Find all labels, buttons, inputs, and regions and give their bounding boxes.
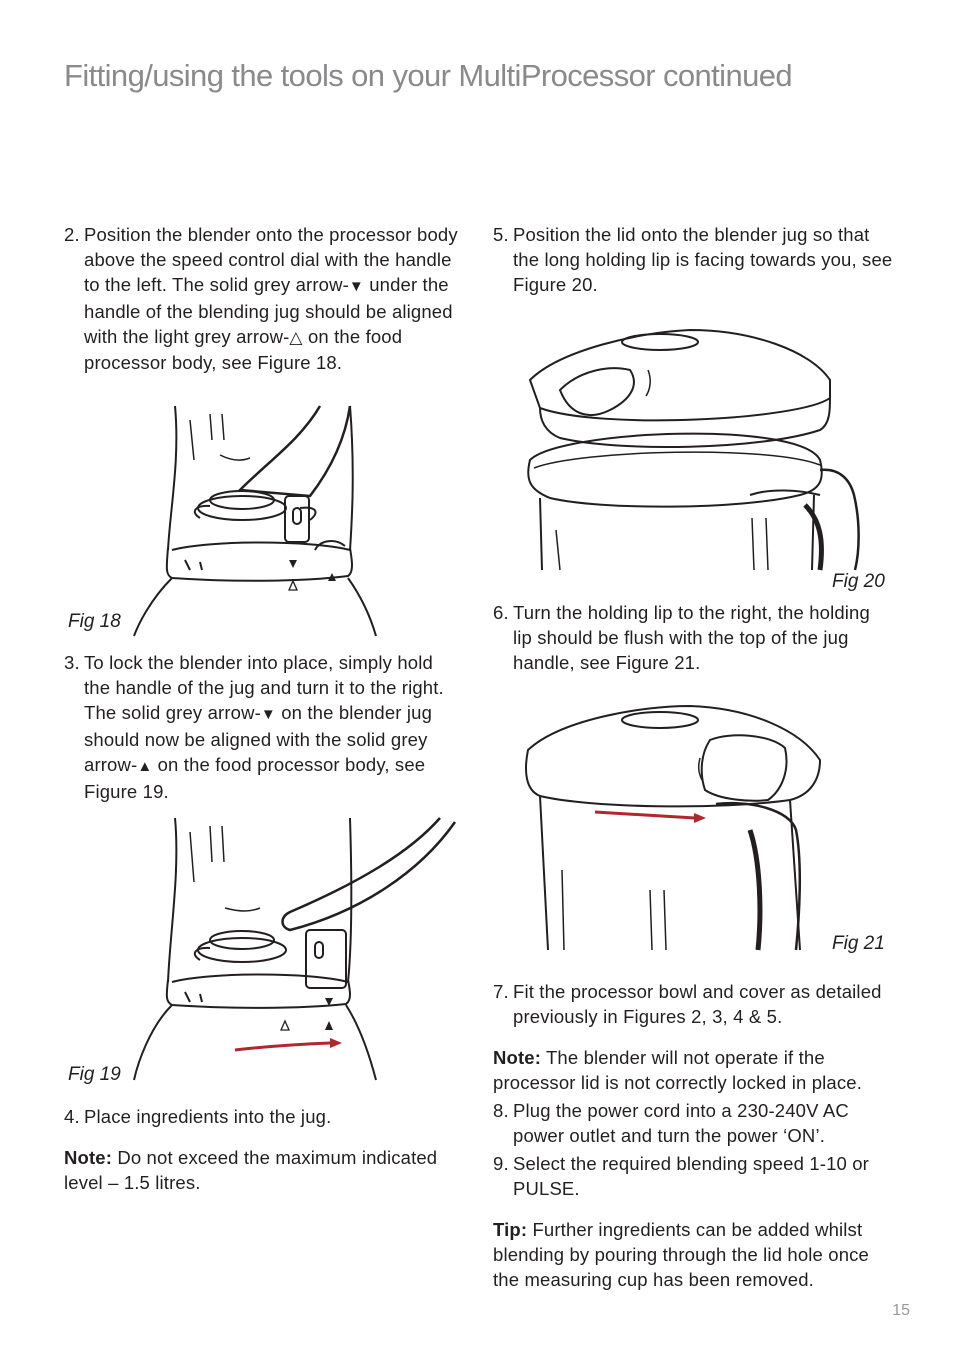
page-title: Fitting/using the tools on your MultiProcessor continued (64, 58, 793, 93)
step-9: 9. Select the required blending speed 1-10 or PULSE. (493, 1153, 869, 1199)
blender-locked-illustration (130, 812, 470, 1087)
step-6: 6. Turn the holding lip to the right, the holding lip should be flush with the top of the jug handle, see Figure 21. (493, 602, 870, 673)
rotation-arrow (235, 1038, 342, 1050)
fig-18-caption: Fig 18 (68, 611, 121, 632)
outline-arrow-up-icon: △ (289, 328, 303, 347)
step-3-block (64, 650, 464, 804)
lid-positioning-illustration (520, 320, 865, 575)
step-number: 3. (64, 652, 80, 673)
figure-18 (130, 400, 430, 640)
step-7-block (493, 979, 898, 1292)
left-column (64, 222, 464, 375)
solid-arrow-up-icon (325, 1021, 333, 1030)
page-number: 15 (892, 1302, 910, 1319)
figure-21 (520, 700, 830, 955)
solid-arrow-down-icon: ▼ (348, 278, 364, 295)
outline-arrow-up-icon (281, 1021, 289, 1030)
step-number: 2. (64, 224, 80, 245)
step-number: 5. (493, 224, 509, 245)
step-5-block (493, 222, 893, 297)
figure-19 (130, 812, 470, 1087)
solid-arrow-down-icon: ▼ (260, 706, 276, 723)
step-7: 7. Fit the processor bowl and cover as detailed previously in Figures 2, 3, 4 & 5. (493, 981, 882, 1027)
step-5: 5. Position the lid onto the blender jug so that the long holding lip is facing towards you, see Figure 20. (493, 224, 893, 295)
note-right: Note: The blender will not operate if the processor lid is not correctly locked in place. (493, 1047, 862, 1093)
rotation-arrow (595, 812, 706, 823)
step-number: 8. (493, 1100, 509, 1121)
step-3: 3. To lock the blender into place, simply hold the handle of the jug and turn it to the right. The solid grey arrow-▼ on the blender jug should now be aligned with the solid grey arrow-▲ on the food processor body, see Figure 19. (64, 652, 444, 802)
step-4-block (64, 1104, 464, 1195)
solid-arrow-down-icon (289, 560, 297, 568)
fig-21-caption: Fig 21 (832, 933, 885, 954)
note-left: Note: Do not exceed the maximum indicated level – 1.5 litres. (64, 1147, 438, 1193)
fig-20-caption: Fig 20 (832, 571, 885, 592)
blender-base-illustration (130, 400, 430, 640)
step-number: 4. (64, 1106, 80, 1127)
step-6-block (493, 600, 893, 675)
tip: Tip: Further ingredients can be added whilst blending by pouring through the lid hole once the measuring cup has been removed. (493, 1219, 869, 1290)
step-4: 4. Place ingredients into the jug. (64, 1106, 332, 1127)
step-number: 9. (493, 1153, 509, 1174)
fig-19-caption: Fig 19 (68, 1064, 121, 1085)
lid-locked-illustration (520, 700, 830, 955)
solid-arrow-up-icon: ▲ (137, 758, 153, 775)
step-2: 2. Position the blender onto the processor body above the speed control dial with the handle to the left. The solid grey arrow-▼ under the handle of the blending jug should be aligned with the light grey arrow-△ on the food processor body, see Figure 18. (64, 224, 458, 373)
step-number: 7. (493, 981, 509, 1002)
step-8: 8. Plug the power cord into a 230-240V AC power outlet and turn the power ‘ON’. (493, 1100, 849, 1146)
step-number: 6. (493, 602, 509, 623)
figure-20 (520, 320, 865, 575)
outline-arrow-up-icon (289, 581, 297, 590)
